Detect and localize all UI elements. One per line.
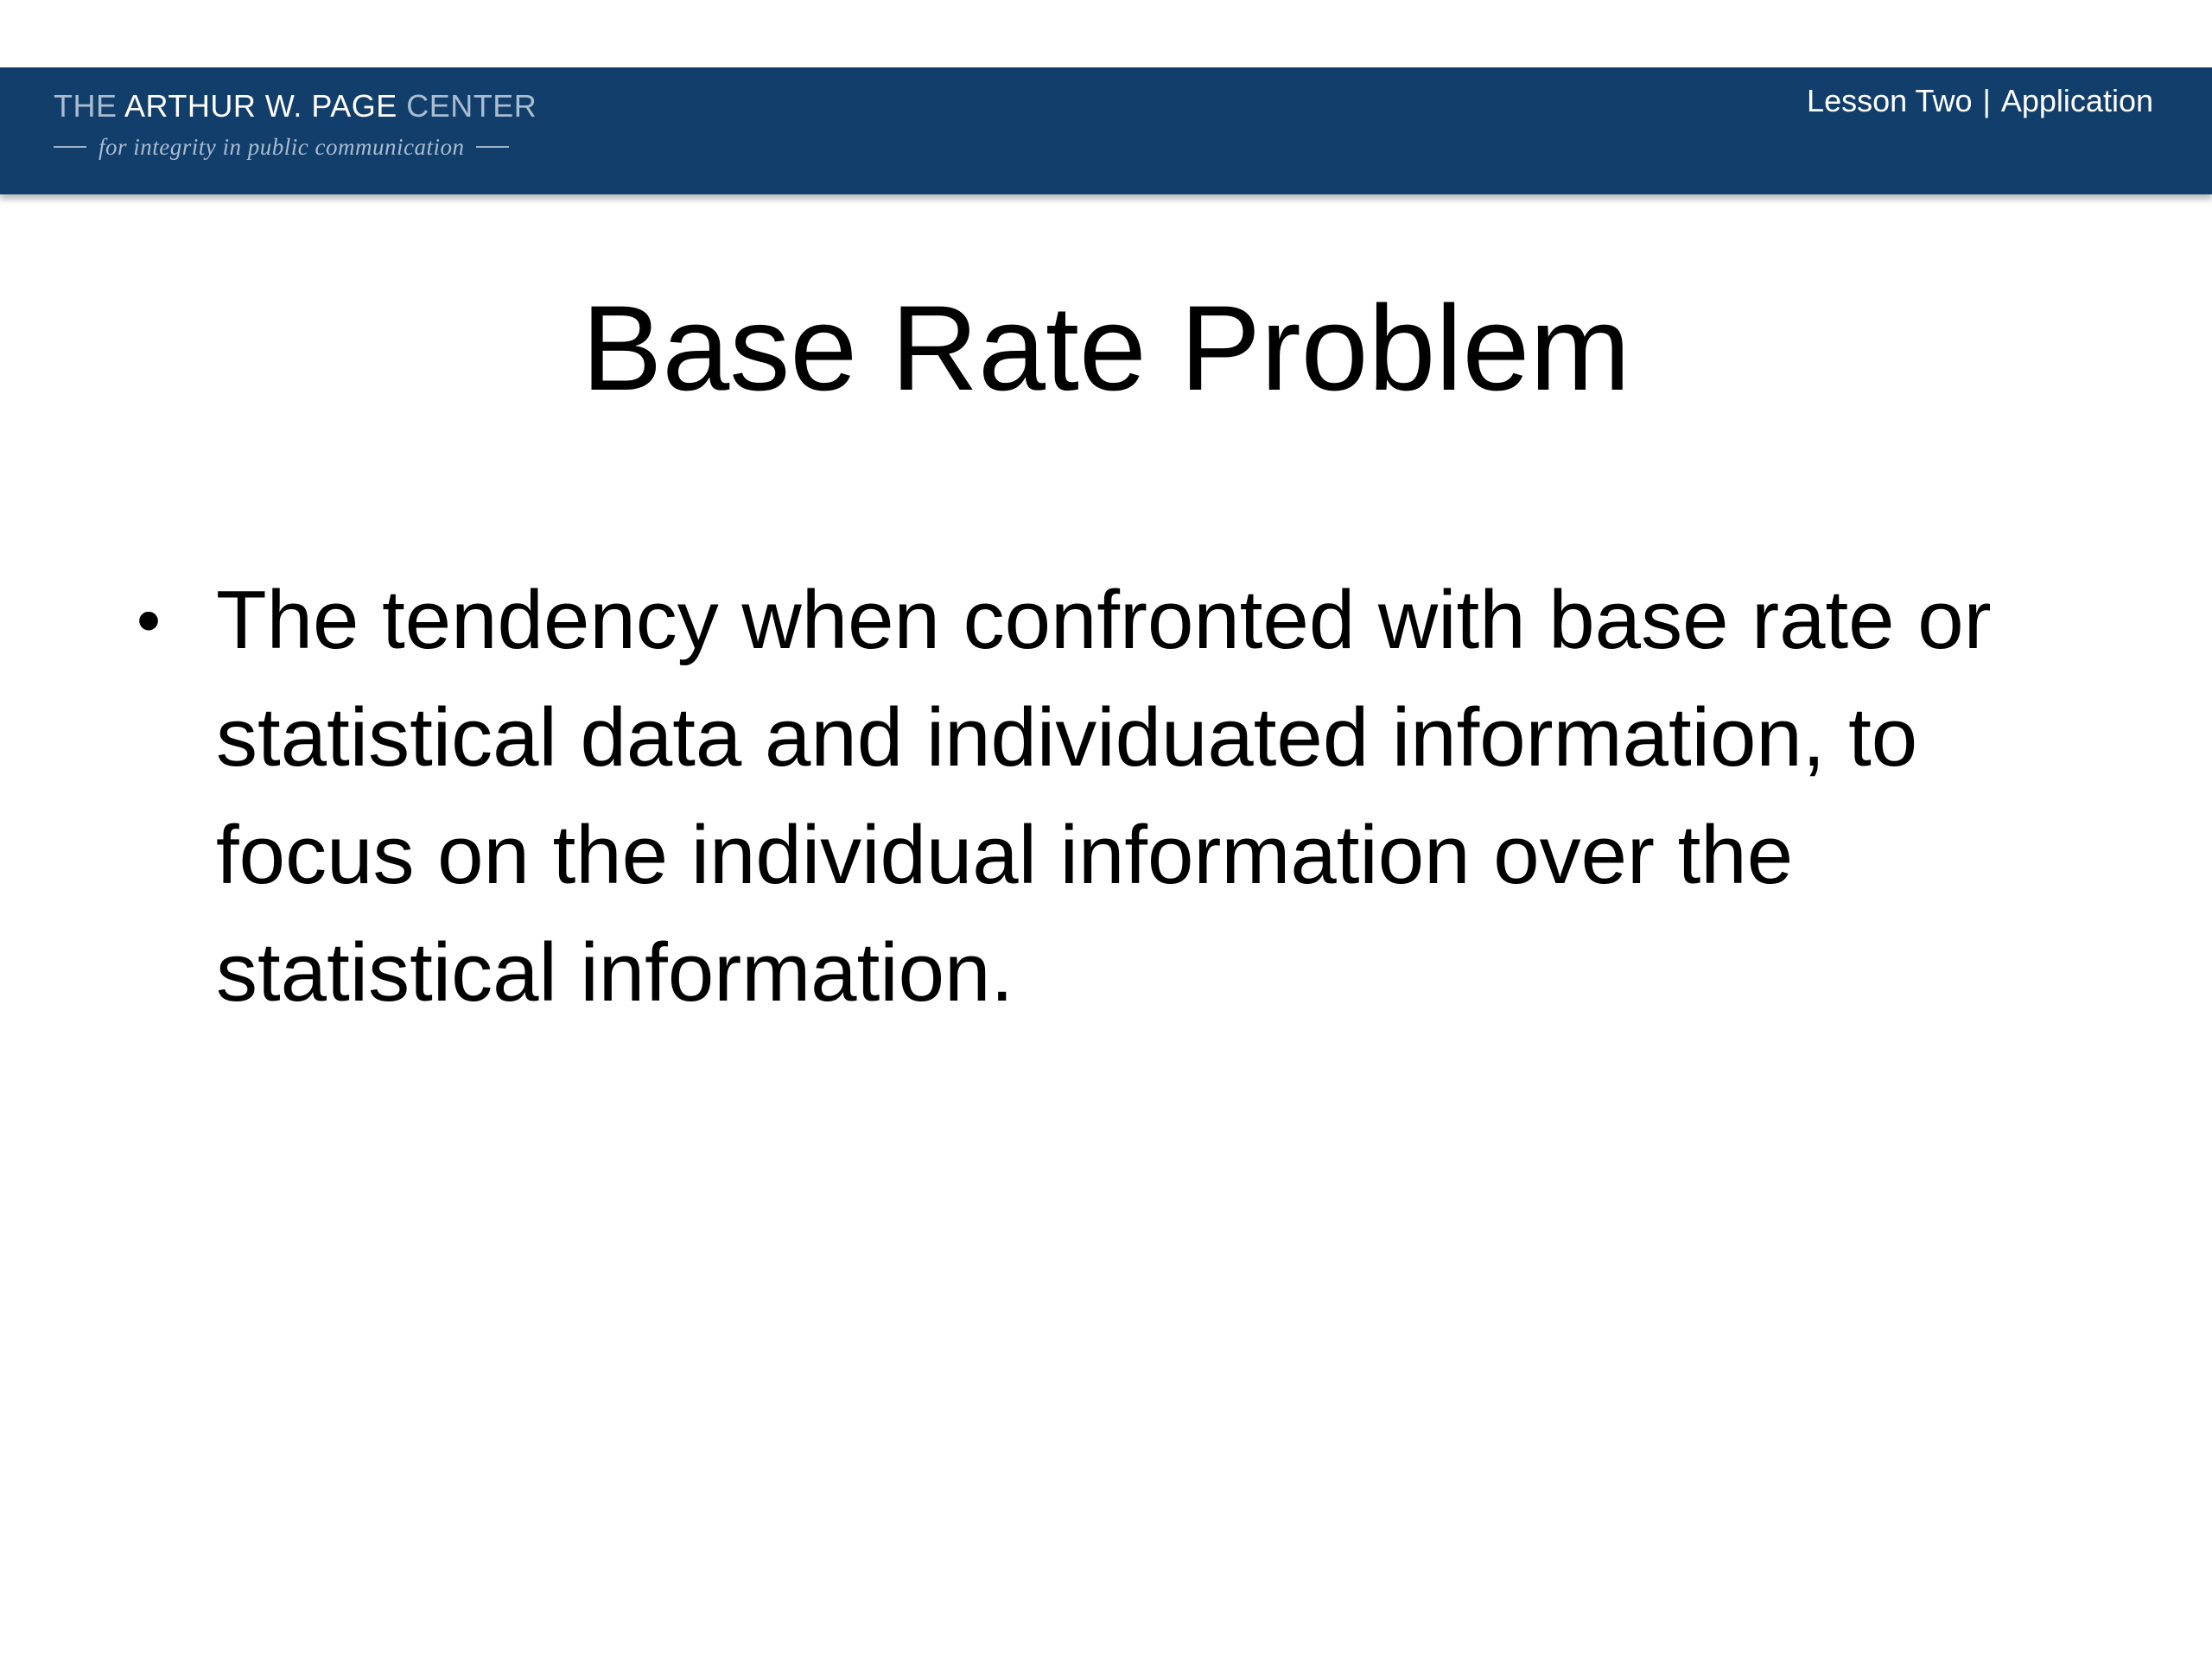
- page-center-logo: [54, 86, 555, 173]
- slide-title: Base Rate Problem: [582, 280, 1630, 416]
- header-bar: [0, 67, 2212, 194]
- logo-tagline-row: [54, 133, 537, 161]
- lesson-label: [1807, 81, 2153, 121]
- tagline-right-rule: [476, 146, 509, 148]
- logo-tagline: for integrity in public communication: [99, 133, 465, 160]
- lesson-separator: |: [1982, 83, 1991, 118]
- logo-name: ARTHUR W. PAGE: [124, 88, 397, 124]
- bullet-text: The tendency when confronted with base rate or statistical data and individuated information, to focus on the individual information over the statistical information.: [216, 574, 1992, 1019]
- bullet-marker: •: [137, 582, 162, 658]
- lesson-name: Lesson Two: [1807, 83, 1973, 118]
- tagline-left-rule: [54, 146, 86, 148]
- logo-prefix: THE: [54, 88, 118, 124]
- bullet-list: [130, 562, 2100, 1032]
- logo-wordmark: [54, 86, 537, 126]
- logo-suffix: CENTER: [406, 88, 537, 124]
- lesson-section: Application: [2000, 83, 2153, 118]
- bullet-item: [130, 562, 2100, 1032]
